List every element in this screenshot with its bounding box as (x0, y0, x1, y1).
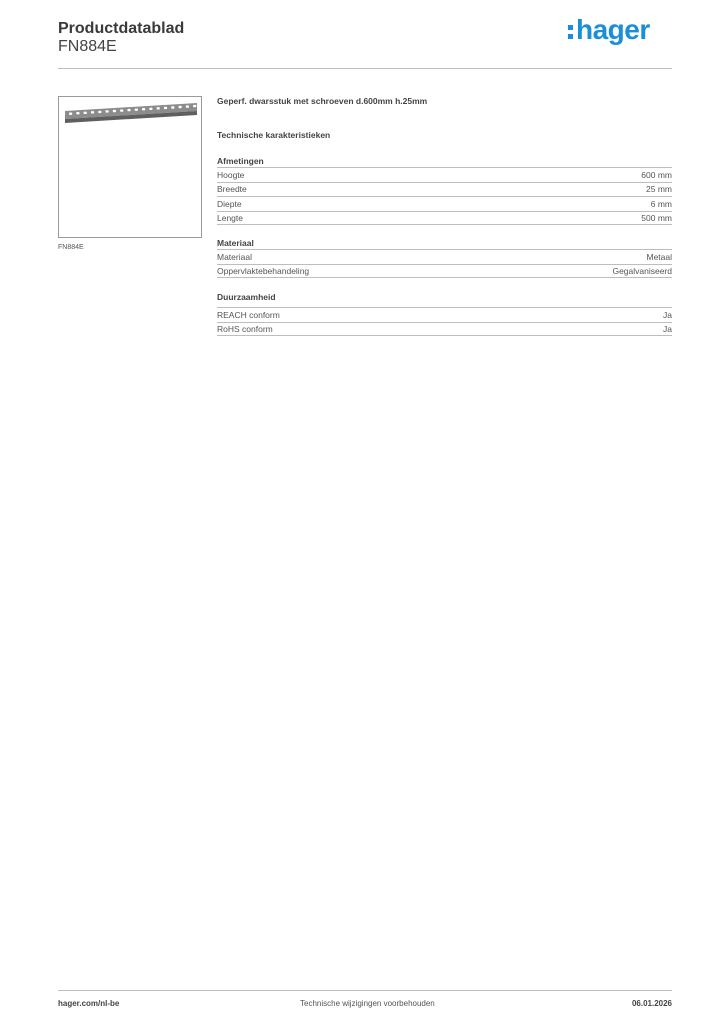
group-title-materiaal: Materiaal (217, 238, 254, 248)
table-row (217, 264, 672, 279)
product-description: Geperf. dwarsstuk met schroeven d.600mm h.25mm (217, 96, 428, 106)
row-value: 600 mm (641, 169, 672, 180)
row-value: 25 mm (646, 184, 672, 195)
row-label: RoHS conform (217, 323, 273, 334)
row-label: REACH conform (217, 309, 280, 320)
group-title-duurzaamheid: Duurzaamheid (217, 292, 276, 302)
row-label: Oppervlaktebehandeling (217, 265, 310, 276)
row-label: Breedte (217, 184, 247, 195)
row-value: Metaal (646, 251, 672, 262)
group-title-afmetingen: Afmetingen (217, 156, 264, 166)
row-label: Lengte (217, 212, 243, 223)
product-image (58, 96, 202, 238)
hager-logo (568, 14, 650, 46)
row-value: 500 mm (641, 212, 672, 223)
image-caption: FN884E (58, 244, 84, 251)
group-rows-materiaal (217, 249, 672, 278)
table-row (217, 196, 672, 211)
table-row (217, 307, 672, 322)
row-label: Diepte (217, 198, 242, 209)
group-rows-afmetingen (217, 167, 672, 225)
table-row (217, 182, 672, 197)
page-title: Productdatablad (58, 20, 185, 37)
product-code: FN884E (58, 38, 117, 55)
row-value: 6 mm (650, 198, 672, 209)
header-divider (58, 68, 672, 69)
footer-date: 06.01.2026 (631, 999, 672, 1008)
perforated-rail-icon (59, 97, 201, 237)
row-label: Materiaal (217, 251, 252, 262)
row-value: Ja (663, 323, 672, 334)
table-row (217, 167, 672, 182)
footer-divider (58, 990, 672, 991)
row-value: Ja (663, 309, 672, 320)
row-value: Gegalvaniseerd (612, 265, 672, 276)
footer-notice: Technische wijzigingen voorbehouden (300, 999, 435, 1008)
footer-website-link[interactable]: hager.com/nl-be (58, 999, 120, 1008)
row-label: Hoogte (217, 169, 245, 180)
logo-text: hager (576, 14, 650, 45)
table-row (217, 322, 672, 337)
section-heading: Technische karakteristieken (217, 130, 331, 140)
group-rows-duurzaamheid (217, 307, 672, 336)
table-row (217, 211, 672, 226)
logo-dots-icon (568, 21, 574, 41)
table-row (217, 249, 672, 264)
